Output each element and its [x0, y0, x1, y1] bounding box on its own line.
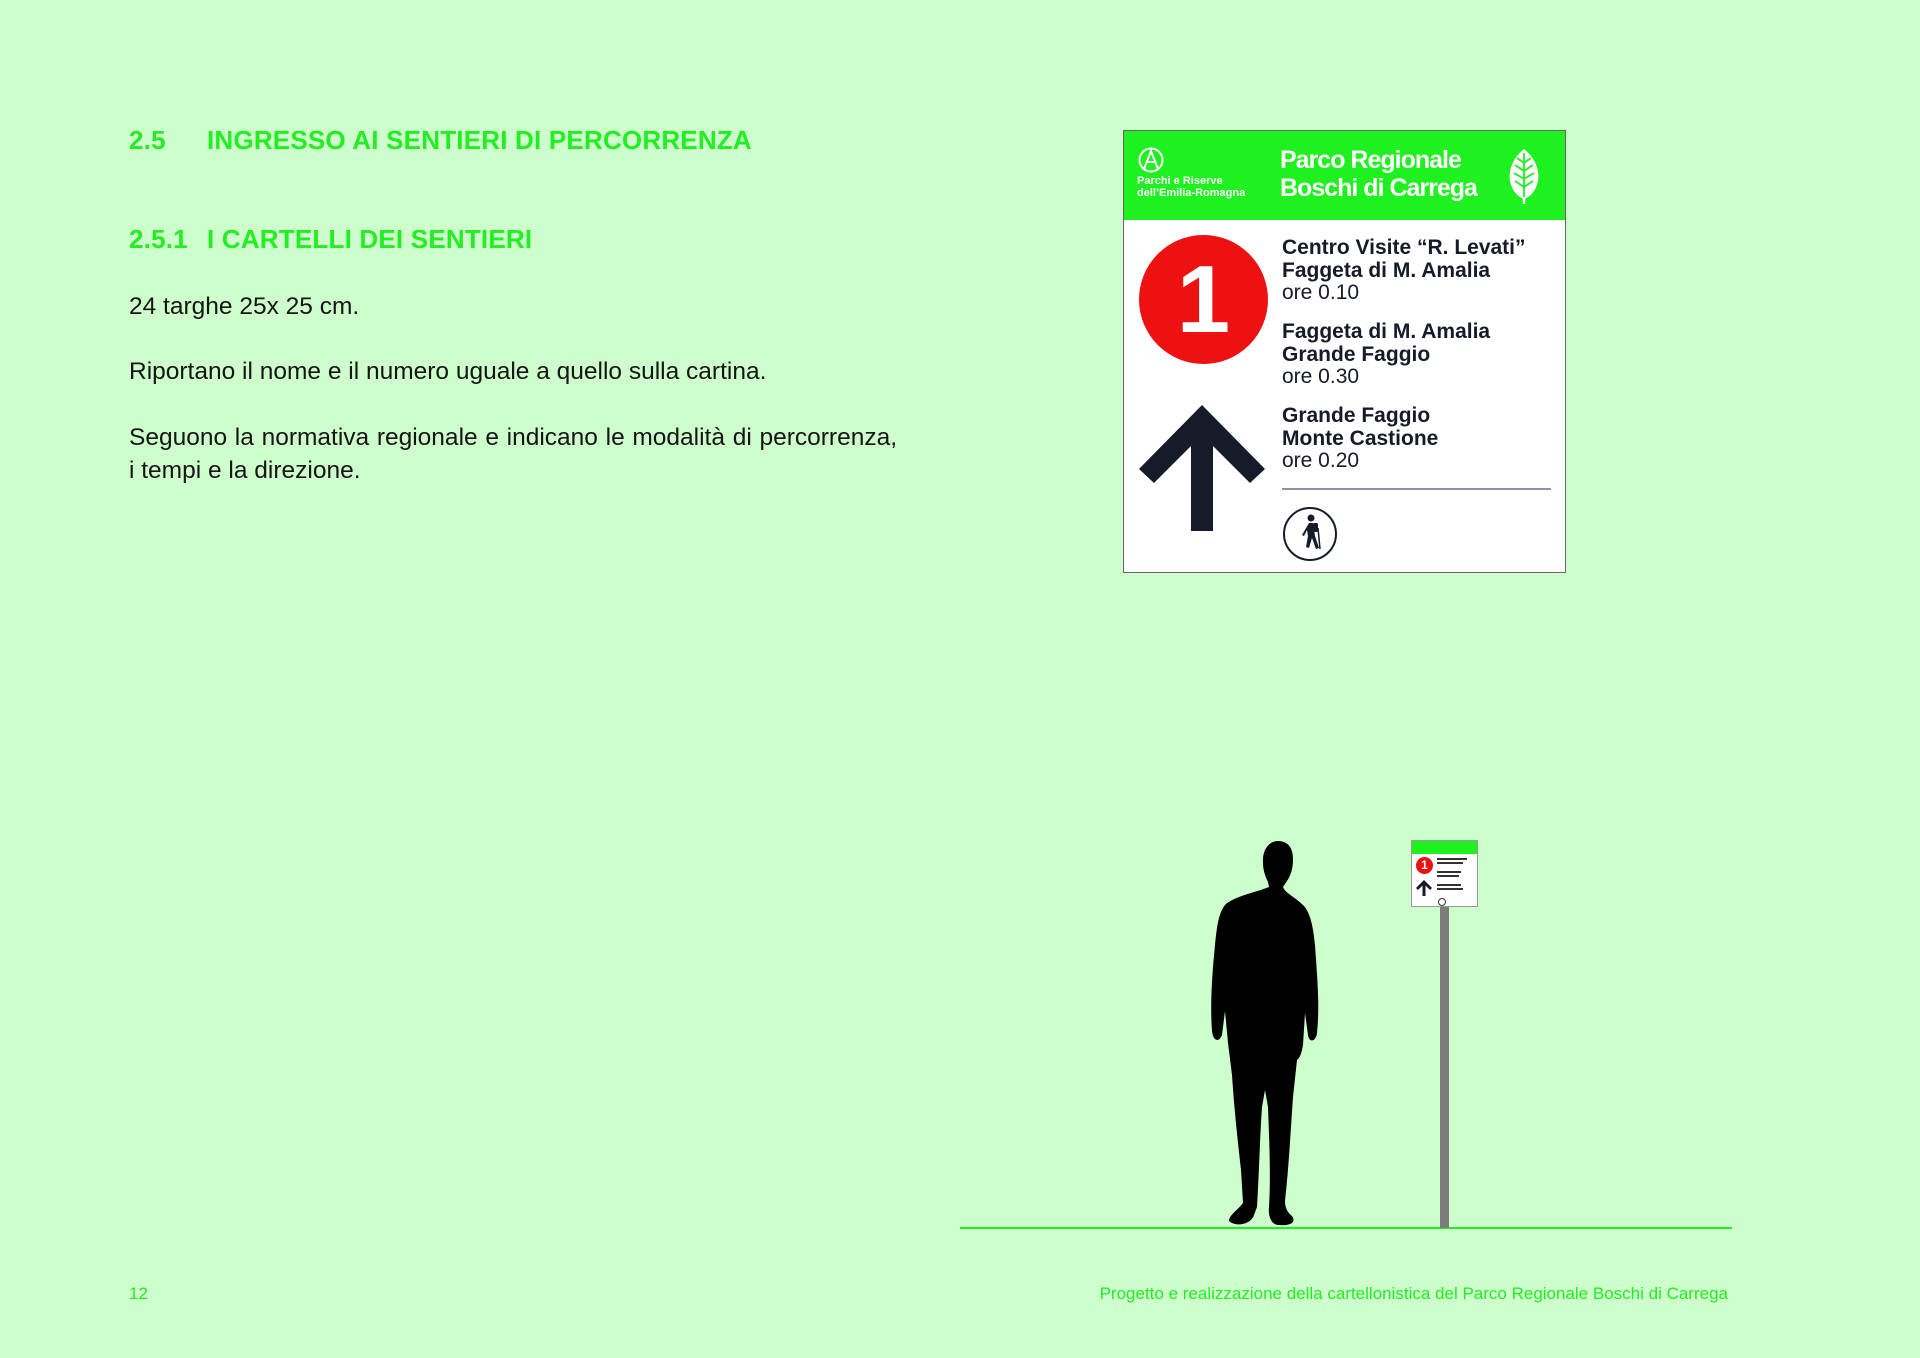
destination-time: ore 0.30	[1282, 365, 1360, 388]
mini-arrow-up-icon	[1415, 879, 1433, 897]
destination-to: Monte Castione	[1282, 426, 1439, 450]
leaf-icon	[1504, 147, 1544, 205]
mini-text-line	[1437, 871, 1461, 873]
paragraph-normativa: Seguono la normativa regionale e indicano le modalità di percorrenza, i tempi e la direzione.	[129, 424, 897, 484]
sign-pole	[1440, 905, 1449, 1228]
hiker-icon	[1282, 506, 1338, 562]
section-heading	[129, 125, 752, 156]
subsection-title: I CARTELLI DEI SENTIERI	[207, 224, 533, 254]
mini-text-line	[1437, 875, 1459, 877]
destination-time: ore 0.10	[1282, 281, 1360, 304]
destination-to: Grande Faggio	[1282, 342, 1431, 366]
parks-logo-icon	[1138, 147, 1164, 173]
section-number: 2.5	[129, 125, 166, 155]
mini-text-line	[1437, 858, 1467, 860]
destination-from: Centro Visite “R. Levati”	[1282, 236, 1526, 259]
park-line-2: Boschi di Carrega	[1280, 174, 1477, 202]
destination-3	[1282, 405, 1438, 473]
subsection-heading	[129, 224, 532, 255]
mini-route-badge: 1	[1416, 857, 1433, 874]
park-name	[1280, 146, 1477, 202]
mini-trail-sign	[1411, 840, 1478, 907]
destination-2	[1282, 321, 1490, 389]
paragraph-plates: 24 targhe 25x 25 cm.	[129, 293, 360, 320]
section-title: INGRESSO AI SENTIERI DI PERCORRENZA	[207, 125, 752, 155]
paragraph-names: Riportano il nome e il numero uguale a quello sulla cartina.	[129, 358, 767, 385]
mini-sign-header	[1412, 841, 1477, 854]
destination-time: ore 0.20	[1282, 449, 1360, 472]
subsection-number: 2.5.1	[129, 224, 188, 254]
destination-to: Faggeta di M. Amalia	[1282, 258, 1491, 282]
destination-from: Faggeta di M. Amalia	[1282, 320, 1491, 343]
person-silhouette	[1205, 835, 1365, 1230]
org-name	[1137, 175, 1245, 199]
org-line-2: dell’Emilia-Romagna	[1137, 187, 1246, 199]
destination-from: Grande Faggio	[1282, 404, 1431, 427]
mini-hiker-icon	[1438, 898, 1446, 906]
mini-text-line	[1437, 862, 1463, 864]
footer-text: Progetto e realizzazione della cartellonistica del Parco Regionale Boschi di Carrega	[1099, 1284, 1728, 1303]
page-number: 12	[129, 1284, 148, 1303]
route-number-badge: 1	[1139, 235, 1268, 364]
mini-text-line	[1437, 884, 1461, 886]
destination-1	[1282, 237, 1526, 305]
mini-text-line	[1437, 888, 1463, 890]
trail-sign	[1123, 130, 1566, 573]
sign-divider	[1282, 488, 1551, 490]
arrow-up-icon	[1137, 403, 1267, 533]
sign-header	[1124, 131, 1565, 220]
org-line-1: Parchi e Riserve	[1137, 175, 1223, 187]
park-line-1: Parco Regionale	[1280, 146, 1461, 174]
